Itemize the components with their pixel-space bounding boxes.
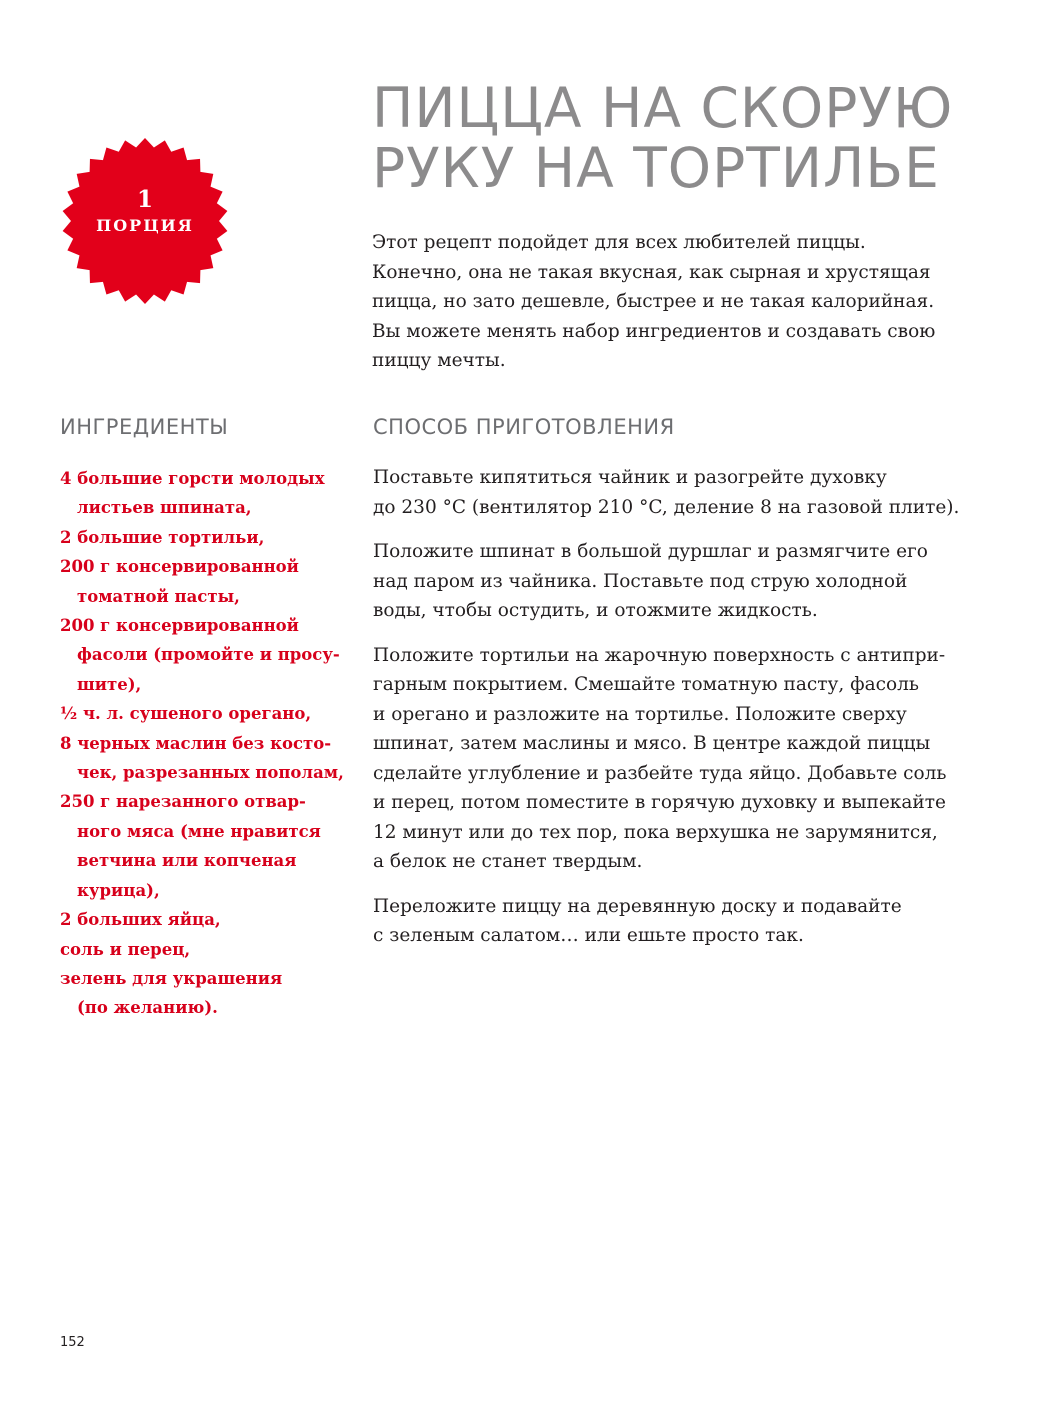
intro-line: пицца, но зато дешевле, быстрее и не такая калорийная.	[372, 291, 935, 312]
ingredients-heading: ИНГРЕДИЕНТЫ	[60, 415, 229, 439]
ingredient-item: соль и перец,	[60, 939, 191, 959]
intro-line: Этот рецепт подойдет для всех любителей пиццы.	[372, 232, 866, 253]
ingredient-item: 8 черных маслин без косто- чек, разрезанных пополам,	[60, 733, 344, 783]
recipe-title	[372, 78, 1052, 198]
recipe-intro	[372, 228, 972, 376]
ingredient-item: ½ ч. л. сушеного орегано,	[60, 704, 312, 724]
intro-line: Конечно, она не такая вкусная, как сырная и хрустящая	[372, 261, 931, 283]
ingredients-list	[60, 464, 360, 1023]
ingredient-item: 200 г консервированной томатной пасты,	[60, 557, 299, 606]
intro-line: пиццу мечты.	[372, 350, 506, 371]
recipe-title-line: РУКУ НА ТОРТИЛЬЕ	[372, 136, 940, 200]
method-step: Положите тортильи на жарочную поверхность с антипри- гарным покрытием. Смешайте томатную пасту, фасоль и орегано и разложите на тортилье. Положите сверху шпинат, затем маслины и мясо. В центре каждой пиццы сделайте углубление и разбейте туда яйцо. Добавьте соль и перец, потом поместите в горячую духовку и выпекайте 12 минут или до тех пор, пока верхушка не зарумянится, а белок не станет твердым.	[373, 644, 947, 872]
method-step: Положите шпинат в большой дуршлаг и размягчите его над паром из чайника. Поставьте под струю холодной воды, чтобы остудить, и отожмите жидкость.	[373, 541, 928, 621]
method-step: Переложите пиццу на деревянную доску и подавайте с зеленым салатом… или ешьте просто так.	[373, 895, 902, 946]
ingredient-item: 4 большие горсти молодых листьев шпината,	[60, 469, 325, 518]
recipe-title-line: ПИЦЦА НА СКОРУЮ	[372, 76, 954, 140]
servings-label: ПОРЦИЯ	[96, 216, 194, 235]
servings-badge	[62, 138, 228, 304]
ingredient-item: 250 г нарезанного отвар- ного мяса (мне нравится ветчина или копченая курица),	[60, 792, 321, 900]
ingredient-item: 200 г консервированной фасоли (промойте и просу- шите),	[60, 616, 340, 694]
page-number: 152	[60, 1335, 85, 1350]
intro-line: Вы можете менять набор ингредиентов и создавать свою	[372, 320, 936, 342]
method-step: Поставьте кипятиться чайник и разогрейте духовку до 230 °C (вентилятор 210 °C, деление 8 на газовой плите).	[373, 467, 960, 518]
method-steps	[373, 463, 993, 966]
ingredient-item: 2 больших яйца,	[60, 910, 221, 930]
ingredient-item: зелень для украшения (по желанию).	[60, 968, 283, 1018]
servings-number: 1	[136, 186, 153, 213]
method-heading: СПОСОБ ПРИГОТОВЛЕНИЯ	[373, 415, 675, 439]
ingredient-item: 2 большие тортильи,	[60, 527, 265, 547]
